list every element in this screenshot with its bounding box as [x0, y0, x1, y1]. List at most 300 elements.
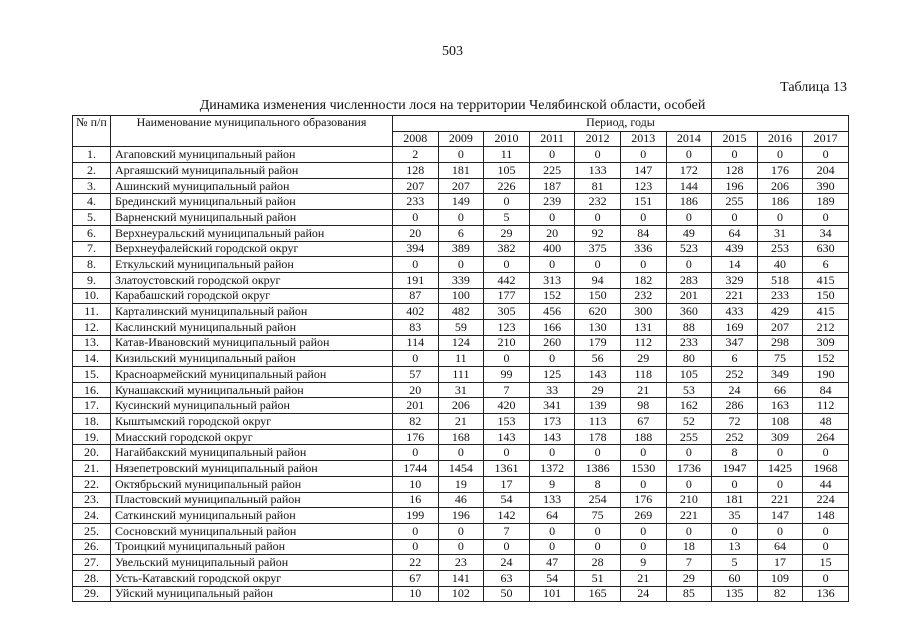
municipality-name: Миасский городской округ — [111, 429, 393, 445]
value-cell: 207 — [757, 319, 803, 335]
value-cell: 286 — [712, 398, 758, 414]
value-cell: 20 — [529, 225, 575, 241]
value-cell: 0 — [484, 257, 530, 273]
value-cell: 0 — [529, 351, 575, 367]
row-number: 6. — [73, 225, 111, 241]
municipality-name: Красноармейский муниципальный район — [111, 367, 393, 383]
value-cell: 143 — [529, 429, 575, 445]
value-cell: 206 — [438, 398, 484, 414]
value-cell: 22 — [393, 555, 439, 571]
value-cell: 196 — [712, 178, 758, 194]
value-cell: 101 — [529, 586, 575, 602]
value-cell: 19 — [438, 476, 484, 492]
value-cell: 341 — [529, 398, 575, 414]
value-cell: 482 — [438, 304, 484, 320]
value-cell: 0 — [666, 257, 712, 273]
value-cell: 523 — [666, 241, 712, 257]
value-cell: 0 — [620, 147, 666, 163]
value-cell: 191 — [393, 272, 439, 288]
value-cell: 176 — [393, 429, 439, 445]
value-cell: 253 — [757, 241, 803, 257]
value-cell: 0 — [666, 476, 712, 492]
value-cell: 1736 — [666, 461, 712, 477]
value-cell: 75 — [757, 351, 803, 367]
value-cell: 221 — [712, 288, 758, 304]
value-cell: 0 — [803, 210, 849, 226]
value-cell: 0 — [438, 210, 484, 226]
value-cell: 169 — [712, 319, 758, 335]
table-row — [73, 570, 849, 586]
value-cell: 390 — [803, 178, 849, 194]
value-cell: 20 — [393, 382, 439, 398]
table-row — [73, 445, 849, 461]
value-cell: 439 — [712, 241, 758, 257]
value-cell: 148 — [803, 508, 849, 524]
value-cell: 210 — [484, 335, 530, 351]
table-body — [73, 147, 849, 602]
value-cell: 53 — [666, 382, 712, 398]
value-cell: 123 — [484, 319, 530, 335]
row-number: 1. — [73, 147, 111, 163]
municipality-name: Агаповский муниципальный район — [111, 147, 393, 163]
value-cell: 11 — [438, 351, 484, 367]
value-cell: 50 — [484, 586, 530, 602]
value-cell: 0 — [484, 194, 530, 210]
header-year: 2010 — [484, 131, 530, 147]
value-cell: 232 — [620, 288, 666, 304]
value-cell: 72 — [712, 414, 758, 430]
value-cell: 49 — [666, 225, 712, 241]
table-row — [73, 414, 849, 430]
value-cell: 13 — [712, 539, 758, 555]
value-cell: 0 — [803, 570, 849, 586]
table-row — [73, 398, 849, 414]
value-cell: 305 — [484, 304, 530, 320]
value-cell: 143 — [484, 429, 530, 445]
value-cell: 402 — [393, 304, 439, 320]
value-cell: 226 — [484, 178, 530, 194]
value-cell: 133 — [529, 492, 575, 508]
value-cell: 7 — [484, 523, 530, 539]
value-cell: 415 — [803, 272, 849, 288]
value-cell: 0 — [575, 539, 621, 555]
value-cell: 210 — [666, 492, 712, 508]
value-cell: 0 — [803, 445, 849, 461]
value-cell: 178 — [575, 429, 621, 445]
value-cell: 24 — [620, 586, 666, 602]
value-cell: 82 — [757, 586, 803, 602]
value-cell: 133 — [575, 163, 621, 179]
value-cell: 92 — [575, 225, 621, 241]
value-cell: 187 — [529, 178, 575, 194]
value-cell: 309 — [757, 429, 803, 445]
value-cell: 34 — [803, 225, 849, 241]
table-row — [73, 335, 849, 351]
table-row — [73, 476, 849, 492]
value-cell: 221 — [666, 508, 712, 524]
municipality-name: Кусинский муниципальный район — [111, 398, 393, 414]
value-cell: 0 — [393, 539, 439, 555]
value-cell: 136 — [803, 586, 849, 602]
value-cell: 394 — [393, 241, 439, 257]
value-cell: 0 — [575, 257, 621, 273]
value-cell: 8 — [575, 476, 621, 492]
value-cell: 109 — [757, 570, 803, 586]
value-cell: 283 — [666, 272, 712, 288]
row-number: 22. — [73, 476, 111, 492]
value-cell: 233 — [757, 288, 803, 304]
value-cell: 186 — [757, 194, 803, 210]
value-cell: 142 — [484, 508, 530, 524]
value-cell: 0 — [803, 147, 849, 163]
row-number: 8. — [73, 257, 111, 273]
value-cell: 105 — [666, 367, 712, 383]
value-cell: 0 — [712, 147, 758, 163]
value-cell: 188 — [620, 429, 666, 445]
header-year: 2012 — [575, 131, 621, 147]
municipality-name: Аргаяшский муниципальный район — [111, 163, 393, 179]
value-cell: 5 — [712, 555, 758, 571]
value-cell: 206 — [757, 178, 803, 194]
value-cell: 0 — [712, 210, 758, 226]
value-cell: 84 — [620, 225, 666, 241]
value-cell: 83 — [393, 319, 439, 335]
row-number: 24. — [73, 508, 111, 524]
value-cell: 0 — [575, 210, 621, 226]
value-cell: 33 — [529, 382, 575, 398]
value-cell: 9 — [529, 476, 575, 492]
table-label: Таблица 13 — [780, 80, 847, 95]
value-cell: 10 — [393, 476, 439, 492]
table-row — [73, 304, 849, 320]
value-cell: 81 — [575, 178, 621, 194]
value-cell: 190 — [803, 367, 849, 383]
value-cell: 48 — [803, 414, 849, 430]
value-cell: 54 — [484, 492, 530, 508]
value-cell: 420 — [484, 398, 530, 414]
value-cell: 0 — [393, 210, 439, 226]
table-row — [73, 163, 849, 179]
value-cell: 199 — [393, 508, 439, 524]
value-cell: 189 — [803, 194, 849, 210]
value-cell: 0 — [393, 445, 439, 461]
header-year: 2013 — [620, 131, 666, 147]
value-cell: 100 — [438, 288, 484, 304]
table-row — [73, 523, 849, 539]
value-cell: 150 — [575, 288, 621, 304]
municipality-name: Карабашский городской округ — [111, 288, 393, 304]
value-cell: 163 — [757, 398, 803, 414]
value-cell: 336 — [620, 241, 666, 257]
value-cell: 98 — [620, 398, 666, 414]
row-number: 16. — [73, 382, 111, 398]
value-cell: 131 — [620, 319, 666, 335]
value-cell: 1386 — [575, 461, 621, 477]
value-cell: 28 — [575, 555, 621, 571]
value-cell: 64 — [757, 539, 803, 555]
municipality-name: Карталинский муниципальный район — [111, 304, 393, 320]
value-cell: 21 — [620, 382, 666, 398]
row-number: 29. — [73, 586, 111, 602]
value-cell: 54 — [529, 570, 575, 586]
value-cell: 99 — [484, 367, 530, 383]
municipality-name: Пластовский муниципальный район — [111, 492, 393, 508]
value-cell: 196 — [438, 508, 484, 524]
table-row — [73, 367, 849, 383]
value-cell: 0 — [620, 476, 666, 492]
value-cell: 389 — [438, 241, 484, 257]
value-cell: 382 — [484, 241, 530, 257]
row-number: 28. — [73, 570, 111, 586]
value-cell: 46 — [438, 492, 484, 508]
header-period: Период, годы — [393, 116, 849, 132]
value-cell: 143 — [575, 367, 621, 383]
value-cell: 6 — [712, 351, 758, 367]
value-cell: 0 — [438, 147, 484, 163]
value-cell: 9 — [620, 555, 666, 571]
row-number: 7. — [73, 241, 111, 257]
value-cell: 6 — [438, 225, 484, 241]
table-row — [73, 382, 849, 398]
value-cell: 0 — [803, 523, 849, 539]
table-row — [73, 210, 849, 226]
value-cell: 47 — [529, 555, 575, 571]
value-cell: 124 — [438, 335, 484, 351]
value-cell: 17 — [757, 555, 803, 571]
municipality-name: Катав-Ивановский муниципальный район — [111, 335, 393, 351]
table-row — [73, 461, 849, 477]
row-number: 23. — [73, 492, 111, 508]
value-cell: 0 — [666, 445, 712, 461]
row-number: 2. — [73, 163, 111, 179]
row-number: 4. — [73, 194, 111, 210]
value-cell: 114 — [393, 335, 439, 351]
value-cell: 400 — [529, 241, 575, 257]
row-number: 20. — [73, 445, 111, 461]
value-cell: 29 — [575, 382, 621, 398]
value-cell: 181 — [438, 163, 484, 179]
value-cell: 239 — [529, 194, 575, 210]
value-cell: 0 — [393, 523, 439, 539]
value-cell: 102 — [438, 586, 484, 602]
value-cell: 630 — [803, 241, 849, 257]
value-cell: 88 — [666, 319, 712, 335]
value-cell: 112 — [620, 335, 666, 351]
value-cell: 35 — [712, 508, 758, 524]
value-cell: 94 — [575, 272, 621, 288]
value-cell: 204 — [803, 163, 849, 179]
value-cell: 1372 — [529, 461, 575, 477]
value-cell: 11 — [484, 147, 530, 163]
value-cell: 224 — [803, 492, 849, 508]
value-cell: 0 — [620, 445, 666, 461]
value-cell: 269 — [620, 508, 666, 524]
row-number: 12. — [73, 319, 111, 335]
value-cell: 0 — [438, 523, 484, 539]
value-cell: 64 — [529, 508, 575, 524]
header-year: 2009 — [438, 131, 484, 147]
value-cell: 415 — [803, 304, 849, 320]
value-cell: 0 — [757, 445, 803, 461]
value-cell: 166 — [529, 319, 575, 335]
row-number: 18. — [73, 414, 111, 430]
row-number: 3. — [73, 178, 111, 194]
value-cell: 31 — [757, 225, 803, 241]
value-cell: 201 — [393, 398, 439, 414]
page-number: 503 — [442, 44, 463, 59]
value-cell: 233 — [666, 335, 712, 351]
value-cell: 29 — [666, 570, 712, 586]
municipality-name: Нагайбакский муниципальный район — [111, 445, 393, 461]
value-cell: 51 — [575, 570, 621, 586]
value-cell: 123 — [620, 178, 666, 194]
value-cell: 0 — [484, 351, 530, 367]
value-cell: 18 — [666, 539, 712, 555]
value-cell: 29 — [620, 351, 666, 367]
value-cell: 85 — [666, 586, 712, 602]
value-cell: 0 — [620, 210, 666, 226]
value-cell: 0 — [712, 476, 758, 492]
value-cell: 0 — [529, 257, 575, 273]
row-number: 13. — [73, 335, 111, 351]
value-cell: 255 — [712, 194, 758, 210]
row-number: 25. — [73, 523, 111, 539]
value-cell: 162 — [666, 398, 712, 414]
value-cell: 165 — [575, 586, 621, 602]
value-cell: 0 — [529, 523, 575, 539]
header-year: 2014 — [666, 131, 712, 147]
value-cell: 339 — [438, 272, 484, 288]
value-cell: 182 — [620, 272, 666, 288]
value-cell: 6 — [803, 257, 849, 273]
value-cell: 80 — [666, 351, 712, 367]
value-cell: 2 — [393, 147, 439, 163]
municipality-name: Уйский муниципальный район — [111, 586, 393, 602]
value-cell: 113 — [575, 414, 621, 430]
value-cell: 17 — [484, 476, 530, 492]
data-table — [72, 115, 849, 602]
header-num: № п/п — [73, 116, 111, 147]
municipality-name: Верхнеуральский муниципальный район — [111, 225, 393, 241]
value-cell: 15 — [803, 555, 849, 571]
value-cell: 0 — [757, 210, 803, 226]
value-cell: 225 — [529, 163, 575, 179]
value-cell: 7 — [484, 382, 530, 398]
row-number: 14. — [73, 351, 111, 367]
value-cell: 5 — [484, 210, 530, 226]
value-cell: 59 — [438, 319, 484, 335]
value-cell: 21 — [438, 414, 484, 430]
municipality-name: Кыштымский городской округ — [111, 414, 393, 430]
value-cell: 0 — [575, 523, 621, 539]
value-cell: 329 — [712, 272, 758, 288]
value-cell: 67 — [620, 414, 666, 430]
municipality-name: Златоустовский городской округ — [111, 272, 393, 288]
table-row — [73, 508, 849, 524]
header-name: Наименование муниципального образования — [111, 116, 393, 147]
value-cell: 0 — [529, 539, 575, 555]
value-cell: 347 — [712, 335, 758, 351]
value-cell: 1744 — [393, 461, 439, 477]
value-cell: 141 — [438, 570, 484, 586]
value-cell: 10 — [393, 586, 439, 602]
table-row — [73, 241, 849, 257]
value-cell: 84 — [803, 382, 849, 398]
value-cell: 442 — [484, 272, 530, 288]
value-cell: 150 — [803, 288, 849, 304]
header-year: 2008 — [393, 131, 439, 147]
value-cell: 186 — [666, 194, 712, 210]
value-cell: 44 — [803, 476, 849, 492]
value-cell: 309 — [803, 335, 849, 351]
value-cell: 128 — [393, 163, 439, 179]
table-title: Динамика изменения численности лося на территории Челябинской области, особей — [199, 98, 706, 113]
value-cell: 29 — [484, 225, 530, 241]
municipality-name: Ашинский муниципальный район — [111, 178, 393, 194]
value-cell: 179 — [575, 335, 621, 351]
value-cell: 0 — [712, 523, 758, 539]
value-cell: 429 — [757, 304, 803, 320]
header-year: 2015 — [712, 131, 758, 147]
value-cell: 87 — [393, 288, 439, 304]
table-row — [73, 257, 849, 273]
table-row — [73, 147, 849, 163]
value-cell: 433 — [712, 304, 758, 320]
value-cell: 0 — [484, 445, 530, 461]
municipality-name: Брединский муниципальный район — [111, 194, 393, 210]
municipality-name: Варненский муниципальный район — [111, 210, 393, 226]
value-cell: 176 — [620, 492, 666, 508]
row-number: 21. — [73, 461, 111, 477]
value-cell: 207 — [393, 178, 439, 194]
value-cell: 0 — [438, 539, 484, 555]
value-cell: 0 — [620, 539, 666, 555]
row-number: 15. — [73, 367, 111, 383]
value-cell: 0 — [529, 210, 575, 226]
value-cell: 1530 — [620, 461, 666, 477]
value-cell: 63 — [484, 570, 530, 586]
value-cell: 82 — [393, 414, 439, 430]
value-cell: 0 — [575, 445, 621, 461]
value-cell: 168 — [438, 429, 484, 445]
value-cell: 20 — [393, 225, 439, 241]
value-cell: 139 — [575, 398, 621, 414]
value-cell: 0 — [757, 523, 803, 539]
municipality-name: Кунашакский муниципальный район — [111, 382, 393, 398]
table-row — [73, 492, 849, 508]
municipality-name: Увельский муниципальный район — [111, 555, 393, 571]
header-year: 2017 — [803, 131, 849, 147]
value-cell: 173 — [529, 414, 575, 430]
value-cell: 56 — [575, 351, 621, 367]
value-cell: 1454 — [438, 461, 484, 477]
table-row — [73, 225, 849, 241]
value-cell: 298 — [757, 335, 803, 351]
row-number: 10. — [73, 288, 111, 304]
municipality-name: Троицкий муниципальный район — [111, 539, 393, 555]
value-cell: 518 — [757, 272, 803, 288]
table-row — [73, 272, 849, 288]
value-cell: 212 — [803, 319, 849, 335]
value-cell: 375 — [575, 241, 621, 257]
table-row — [73, 351, 849, 367]
value-cell: 0 — [529, 147, 575, 163]
value-cell: 1947 — [712, 461, 758, 477]
header-year: 2016 — [757, 131, 803, 147]
municipality-name: Верхнеуфалейский городской округ — [111, 241, 393, 257]
value-cell: 147 — [620, 163, 666, 179]
value-cell: 75 — [575, 508, 621, 524]
